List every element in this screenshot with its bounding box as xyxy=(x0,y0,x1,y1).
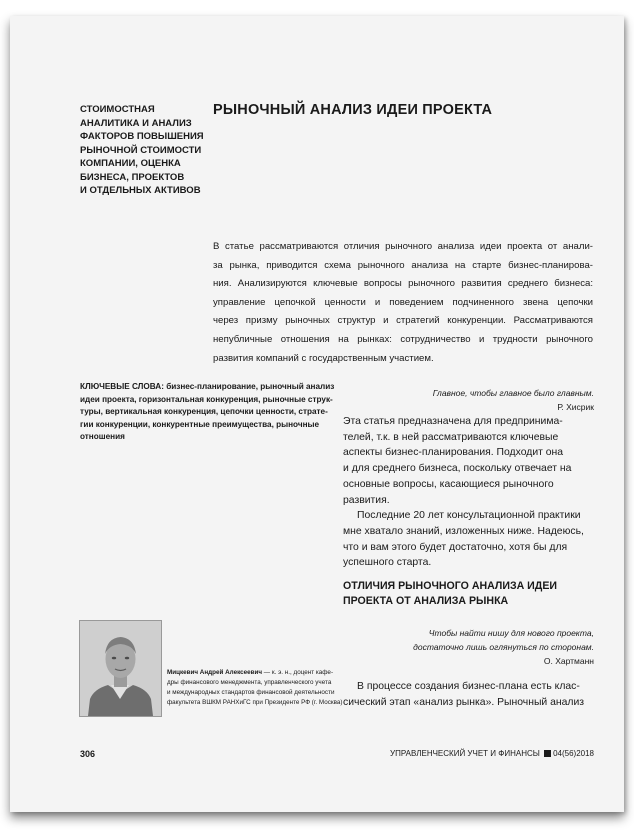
body-line: аспекты бизнес-планирования. Подходит она xyxy=(343,447,564,459)
square-bullet-icon xyxy=(544,750,551,757)
body-text-section xyxy=(343,679,593,710)
keywords-line: гии конкуренции, конкурентные преимущества, рыночные xyxy=(80,419,320,429)
section-rubric xyxy=(80,103,220,198)
body-line: успешного старта. xyxy=(343,557,432,569)
rubric-line: И ОТДЕЛЬНЫХ АКТИВОВ xyxy=(80,185,201,196)
author-bio-line: дры финансового менеджмента, управленческого учета xyxy=(167,679,332,686)
author-bio-line: и международных стандартов финансовой деятельности xyxy=(167,689,335,696)
rubric-line: РЫНОЧНОЙ СТОИМОСТИ xyxy=(80,144,202,156)
body-text-intro xyxy=(343,414,593,571)
body-line: что и вам этого будет достаточно, хотя бы для xyxy=(343,541,568,553)
journal-issue: 04(56)2018 xyxy=(553,749,594,758)
body-line: телей, т.к. в ней рассматриваются ключевые xyxy=(343,431,559,443)
abstract-line: через призму рыночных структур и стратегий конкуренции. Рассматриваются xyxy=(213,315,593,327)
abstract-line: за рынка, приводится схема рыночного анализа на старте бизнес-планирова- xyxy=(213,259,593,271)
epigraph-1 xyxy=(340,386,594,414)
epigraph-author: О. Хартманн xyxy=(543,656,594,666)
abstract-line: ния. Анализируются ключевые вопросы рыночного развития среднего бизнеса: xyxy=(213,278,593,290)
epigraph-quote: Чтобы найти нишу для нового проекта, xyxy=(428,628,594,638)
keywords-line: туры, вертикальная конкуренция, цепочки ценности, страте- xyxy=(80,407,328,417)
abstract-line: управление цепочкой ценности и поведением подчиненного звена цепочки xyxy=(213,296,593,308)
body-line: основные вопросы, касающиеся рыночного xyxy=(343,478,554,490)
heading-line: ПРОЕКТА ОТ АНАЛИЗА РЫНКА xyxy=(343,595,509,607)
body-line: и для среднего бизнеса, поскольку отвечает на xyxy=(343,463,572,475)
epigraph-author: Р. Хисрик xyxy=(557,402,594,412)
heading-line: ОТЛИЧИЯ РЫНОЧНОГО АНАЛИЗА ИДЕИ xyxy=(343,580,558,592)
keywords-line: отношения xyxy=(80,432,125,442)
journal-page xyxy=(10,16,624,812)
rubric-line: СТОИМОСТНАЯ xyxy=(80,104,155,115)
epigraph-quote: Главное, чтобы главное было главным. xyxy=(432,388,594,398)
abstract-line: непубличные отношения на рынках: сотрудничество и трудности рыночного xyxy=(213,333,593,345)
body-line: В процессе создания бизнес-плана есть клас- xyxy=(357,681,580,692)
author-photo xyxy=(79,620,162,717)
body-line: развития. xyxy=(343,494,390,506)
rubric-line: ФАКТОРОВ ПОВЫШЕНИЯ xyxy=(80,131,204,142)
epigraph-2 xyxy=(340,626,594,668)
rubric-line: БИЗНЕСА, ПРОЕКТОВ xyxy=(80,171,185,183)
author-bio xyxy=(167,668,343,708)
abstract-line: развития компаний с государственным участием. xyxy=(213,352,434,364)
rubric-line: АНАЛИТИКА И АНАЛИЗ xyxy=(80,117,192,129)
keywords-line: КЛЮЧЕВЫЕ СЛОВА: бизнес-планирование, рыночный анализ xyxy=(80,382,335,391)
journal-name: УПРАВЛЕНЧЕСКИЙ УЧЕТ И ФИНАНСЫ xyxy=(390,749,540,758)
author-portrait-illustration xyxy=(80,621,161,716)
body-line: сический этап «анализ рынка». Рыночный анализ xyxy=(343,696,585,708)
keywords-line: идеи проекта, горизонтальная конкуренция, рыночные струк- xyxy=(80,394,333,404)
author-bio-line: факультета ВШКМ РАНХиГС при Президенте РФ (г. Москва) xyxy=(167,699,343,706)
body-line: Последние 20 лет консультационной практики xyxy=(357,510,581,522)
author-name: Мицкевич Андрей Алексеевич xyxy=(167,669,263,676)
epigraph-quote: достаточно лишь оглянуться по сторонам. xyxy=(413,642,594,652)
page-number: 306 xyxy=(80,749,96,759)
abstract-line: В статье рассматриваются отличия рыночного анализа идеи проекта от анали- xyxy=(213,241,593,252)
body-line: мне хватало знаний, изложенных ниже. Надеюсь, xyxy=(343,525,584,537)
section-heading xyxy=(343,579,557,609)
keywords xyxy=(80,381,335,444)
abstract xyxy=(213,238,593,368)
journal-footer xyxy=(328,749,594,758)
body-line: Эта статья предназначена для предпринима- xyxy=(343,416,563,427)
author-bio-text: — к. э. н., доцент кафе- xyxy=(262,669,334,676)
article-title: РЫНОЧНЫЙ АНАЛИЗ ИДЕИ ПРОЕКТА xyxy=(213,102,493,118)
rubric-line: КОМПАНИИ, ОЦЕНКА xyxy=(80,158,181,169)
